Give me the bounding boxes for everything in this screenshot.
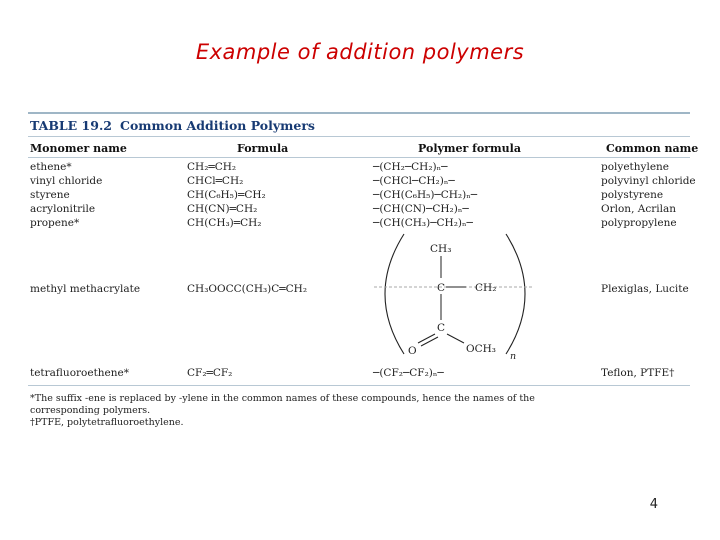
monomer-name: styrene xyxy=(30,189,70,201)
backbone-carbon: C xyxy=(437,282,446,294)
header-polymer-formula: Polymer formula xyxy=(418,142,521,155)
monomer-formula: CHCl═CH₂ xyxy=(187,175,244,187)
polymer-formula: ─(CH(CN)─CH₂)ₙ─ xyxy=(373,203,469,215)
footnote-ene-cont: corresponding polymers. xyxy=(30,405,151,416)
carbonyl-bond-b xyxy=(421,337,438,346)
common-name: polyethylene xyxy=(601,161,670,173)
header-formula: Formula xyxy=(237,142,289,155)
methyl-group: CH₃ xyxy=(430,243,452,255)
left-bracket xyxy=(385,234,404,354)
ester-carbon: C xyxy=(437,322,446,334)
common-name: Orlon, Acrilan xyxy=(601,203,676,215)
caption-rule xyxy=(28,136,690,137)
polymer-formula: ─(CH(CH₃)─CH₂)ₙ─ xyxy=(373,217,473,229)
page-number: 4 xyxy=(649,497,658,512)
monomer-name: ethene* xyxy=(30,161,72,173)
monomer-formula: CH₂═CH₂ xyxy=(187,161,237,173)
header-common-name: Common name xyxy=(606,142,699,155)
monomer-formula: CH(CH₃)═CH₂ xyxy=(187,217,262,229)
ch2-group: CH₂ xyxy=(475,282,497,294)
bottom-rule xyxy=(28,385,690,386)
common-name: polyvinyl chloride xyxy=(601,175,696,187)
polymer-formula: ─(CH₂─CH₂)ₙ─ xyxy=(373,161,448,173)
methoxy-group: OCH₃ xyxy=(466,343,497,355)
repeat-subscript: n xyxy=(510,351,517,362)
carbonyl-bond-a xyxy=(418,334,435,343)
table-caption-text: Common Addition Polymers xyxy=(120,118,315,133)
monomer-name: propene* xyxy=(30,217,80,229)
methoxy-bond xyxy=(447,334,464,343)
table-number: TABLE 19.2 xyxy=(30,118,112,133)
monomer-formula: CH₃OOCC(CH₃)C═CH₂ xyxy=(187,283,308,295)
monomer-name: methyl methacrylate xyxy=(30,283,141,295)
table-top-rule xyxy=(28,112,690,114)
monomer-formula: CH(CN)═CH₂ xyxy=(187,203,258,215)
polymer-formula: ─(CF₂─CF₂)ₙ─ xyxy=(373,367,444,379)
monomer-name: acrylonitrile xyxy=(30,203,96,215)
monomer-formula: CH(C₆H₅)═CH₂ xyxy=(187,189,266,201)
common-name: Plexiglas, Lucite xyxy=(601,283,689,295)
common-name: polystyrene xyxy=(601,189,664,201)
monomer-formula: CF₂═CF₂ xyxy=(187,367,233,379)
footnote-ene: *The suffix -ene is replaced by -ylene in the common names of these compounds, hence the names of the xyxy=(30,393,535,404)
monomer-name: tetrafluoroethene* xyxy=(30,367,129,379)
slide-title: Example of addition polymers xyxy=(195,40,525,64)
pmma-structure xyxy=(360,228,540,364)
footnote-ptfe: †PTFE, polytetrafluoroethylene. xyxy=(30,417,184,428)
right-bracket xyxy=(506,234,525,354)
monomer-name: vinyl chloride xyxy=(30,175,103,187)
polymer-formula: ─(CHCl─CH₂)ₙ─ xyxy=(373,175,455,187)
polymer-formula: ─(CH(C₆H₅)─CH₂)ₙ─ xyxy=(373,189,478,201)
carbonyl-oxygen: O xyxy=(408,345,417,357)
header-rule xyxy=(28,157,690,158)
common-name: Teflon, PTFE† xyxy=(601,367,675,379)
common-name: polypropylene xyxy=(601,217,677,229)
table-caption xyxy=(30,118,315,133)
header-monomer-name: Monomer name xyxy=(30,142,127,155)
